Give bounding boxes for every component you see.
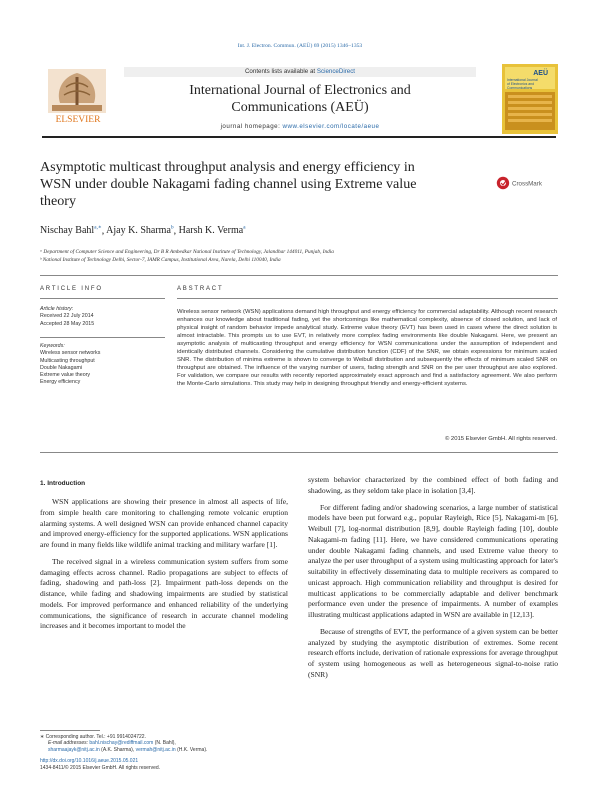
divider	[40, 337, 165, 338]
elsevier-logo[interactable]	[42, 67, 114, 125]
keyword-item: Energy efficiency	[40, 379, 81, 386]
paragraph: Because of strengths of EVT, the performance of a given system can be better analyzed by studying the asymptotic distribution of extremes. Some recent research efforts include, derivation of rationale expressions for average throughput of system using homogeneous as well as heterogeneous signal-to-noise ratio (SNR)	[308, 626, 558, 679]
paragraph: system behavior characterized by the combined effect of both fading and shadowing, as they seldom take place in isolation [3,4].	[308, 475, 558, 495]
journal-header	[42, 64, 556, 134]
keyword-item: Extreme value theory	[40, 372, 91, 379]
article-info-heading: ARTICLE INFO	[40, 286, 103, 292]
journal-title-line1: International Journal of Electronics and	[189, 83, 411, 98]
author-list	[40, 225, 246, 236]
elsevier-wordmark: ELSEVIER	[55, 115, 101, 125]
journal-homepage	[124, 123, 476, 130]
author[interactable]: Nischay Bahl$^{a,∗}$	[40, 225, 102, 237]
article-history	[40, 306, 165, 328]
article-title	[40, 159, 480, 211]
journal-title-line2: Communications (AEÜ)	[231, 100, 369, 115]
paragraph: For different fading and/or shadowing scenarios, a large number of statistical models have been put forward e.g., popular Rayleigh, Rice [5], Nakagami-m [6], Weibull [7], log-normal distribution [8,9], double Rayleigh fading [10], double Nakagami-m fading [11]. Here, we have considered communications operating under double Nakagami fading channels, and used Extreme value theory to analyze the per user throughput of a system using multicasting approach for later's suitability in effectively disseminating data to multiple receivers as compared to unicast approach. High communication reliability and throughput is desired for multicast applications to be commercially adaptable and deliver benchmark performance even under the presence of impairments. A number of examples illustrating multicast applications adapted in WSN are available in [12,13].	[308, 502, 558, 619]
keywords-label: Keywords:	[40, 343, 65, 349]
footnotes	[40, 734, 290, 771]
keyword-item: Double Nakagami	[40, 364, 83, 371]
title-line1: Asymptotic multicast throughput analysis and energy efficiency in	[40, 159, 415, 175]
abstract-heading: ABSTRACT	[177, 286, 224, 292]
body-column-left	[40, 497, 288, 632]
title-line3: theory	[40, 193, 77, 210]
author-separator: ,	[101, 225, 107, 237]
doi-link[interactable]: http://dx.doi.org/10.1016/j.aeue.2015.05.021	[40, 758, 139, 765]
accepted-date: Accepted 28 May 2015	[40, 320, 95, 327]
crossmark-label: CrossMark	[512, 180, 542, 188]
email-link[interactable]: vermah@nitj.ac.in	[135, 746, 176, 753]
cover-title-1: International Journal	[507, 78, 538, 82]
affiliation-a: ᵃ Department of Computer Science and Engineering, Dr B R Ambedkar National Institute of Technology, Jalandhar 144011, Punjab, India	[40, 249, 334, 255]
received-date: Received 22 July 2014	[40, 313, 94, 320]
issn-line: 1434-8411/© 2015 Elsevier GmbH. All rights reserved.	[40, 764, 161, 771]
email-addresses-cont	[40, 747, 290, 753]
contents-prefix: Contents lists available at	[244, 68, 317, 75]
title-line2: WSN under double Nakagami fading channel using Extreme value	[40, 176, 417, 193]
email-owner: (A.K. Sharma),	[99, 746, 136, 753]
homepage-label: journal homepage:	[220, 123, 283, 130]
journal-reference[interactable]: Int. J. Electron. Commun. (AEÜ) 69 (2015) 1346–1353	[237, 43, 363, 49]
divider	[40, 452, 558, 453]
divider	[40, 275, 558, 276]
journal-cover-thumbnail[interactable]	[502, 64, 558, 134]
cover-aeu: AEÜ	[533, 70, 548, 77]
body-column-right	[308, 475, 558, 681]
journal-title	[124, 82, 476, 116]
paragraph: WSN applications are showing their presence in almost all aspects of life, from simple health care monitoring to challenging remote volcanic eruption alarming systems. A well designed WSN can provide enhanced channel capacity and improved energy-efficiency for the supported applications. WSN applications are found in many fields like wildlife animal tracking and military warfare [1].	[40, 497, 288, 549]
homepage-link[interactable]: www.elsevier.com/locate/aeue	[282, 123, 380, 130]
affiliation-b: ᵇ National Institute of Technology Delhi, Sector-7, IAMR Campus, Institutional Area, Narela, Delhi 110040, India	[40, 257, 281, 263]
contents-available-bar	[124, 67, 476, 77]
paragraph: The received signal in a wireless communication system suffers from some damaging effects across channel. Radio propagations are subject to effects of fading, shadowing and path-loss [2]. Impairment path-loss depends on the distance, while fading and shadowing impairments are studied by statistical models. For improved performance and enhanced reliability of the underlying communications, the significance of research in accurate channel modeling increases and it becomes important to model the	[40, 556, 288, 631]
keyword-item: Multicasting throughput	[40, 357, 95, 364]
abstract-copyright: © 2015 Elsevier GmbH. All rights reserved.	[444, 436, 557, 442]
email-owner: (H.K. Verma).	[175, 746, 208, 753]
abstract-text: Wireless sensor network (WSN) applications demand high throughput and energy efficiency for commercial adaptability. Although recent research enhances our knowledge about traditional fading, yet the shortcomings like mathematical complexity, absence of closed solution, and lack of physical insight of random behavior impede analytical study. Extreme value theory (EVT) has been used in cases where the direct solution is almost intractable. This prompts us to use EVT, in relatively more complex fading environments like double Nakagami. Here, we present an asymptotic analysis of multicasting throughput and energy efficiency for WSN communications under the assumption of independent and identically distributed channels. Considering the cumulative distribution function (CDF) of the SNR, we obtain expressions for minimum scaled SNR. The distribution of minima extreme is shown to converge to Weibull distribution and subsequently the effects of minimum scaled SNR on throughput are obtained. The influence of the varying number of users, fading strength and SNR on the per user throughput are also explored. For validation, we compare our results with recently reported approximately exact approach and find a satisfactory agreement. We also perform the Monte-Carlo simulations. This study may help in designing throughput friendly and energy-efficient systems.	[177, 309, 557, 388]
author[interactable]: Ajay K. Sharma$^b$	[106, 225, 174, 237]
divider	[177, 298, 558, 299]
section-heading-introduction: 1. Introduction	[40, 480, 86, 487]
keywords	[40, 343, 165, 387]
footnote-rule	[40, 730, 100, 731]
keyword-item: Wireless sensor networks	[40, 350, 101, 357]
corresponding-author-note: ∗ Corresponding author. Tel.: +91 9914024722.	[40, 734, 146, 740]
crossmark-badge[interactable]	[496, 176, 556, 190]
author[interactable]: Harsh K. Verma$^a$	[178, 225, 246, 237]
cover-title-2: of Electronics and	[507, 82, 534, 86]
cover-title-3: Communications	[507, 86, 533, 90]
email-owner: (N. Bahl),	[153, 740, 176, 747]
sciencedirect-link[interactable]: ScienceDirect	[316, 68, 356, 75]
email-label: E-mail addresses:	[48, 740, 90, 747]
divider	[40, 298, 165, 299]
header-rule	[42, 136, 556, 138]
email-link[interactable]: bahl.nischay@rediffmail.com	[89, 740, 154, 747]
email-link[interactable]: sharmaajayk@nitj.ac.in	[48, 746, 100, 753]
author-separator: ,	[173, 225, 179, 237]
history-label: Article history:	[40, 306, 74, 312]
